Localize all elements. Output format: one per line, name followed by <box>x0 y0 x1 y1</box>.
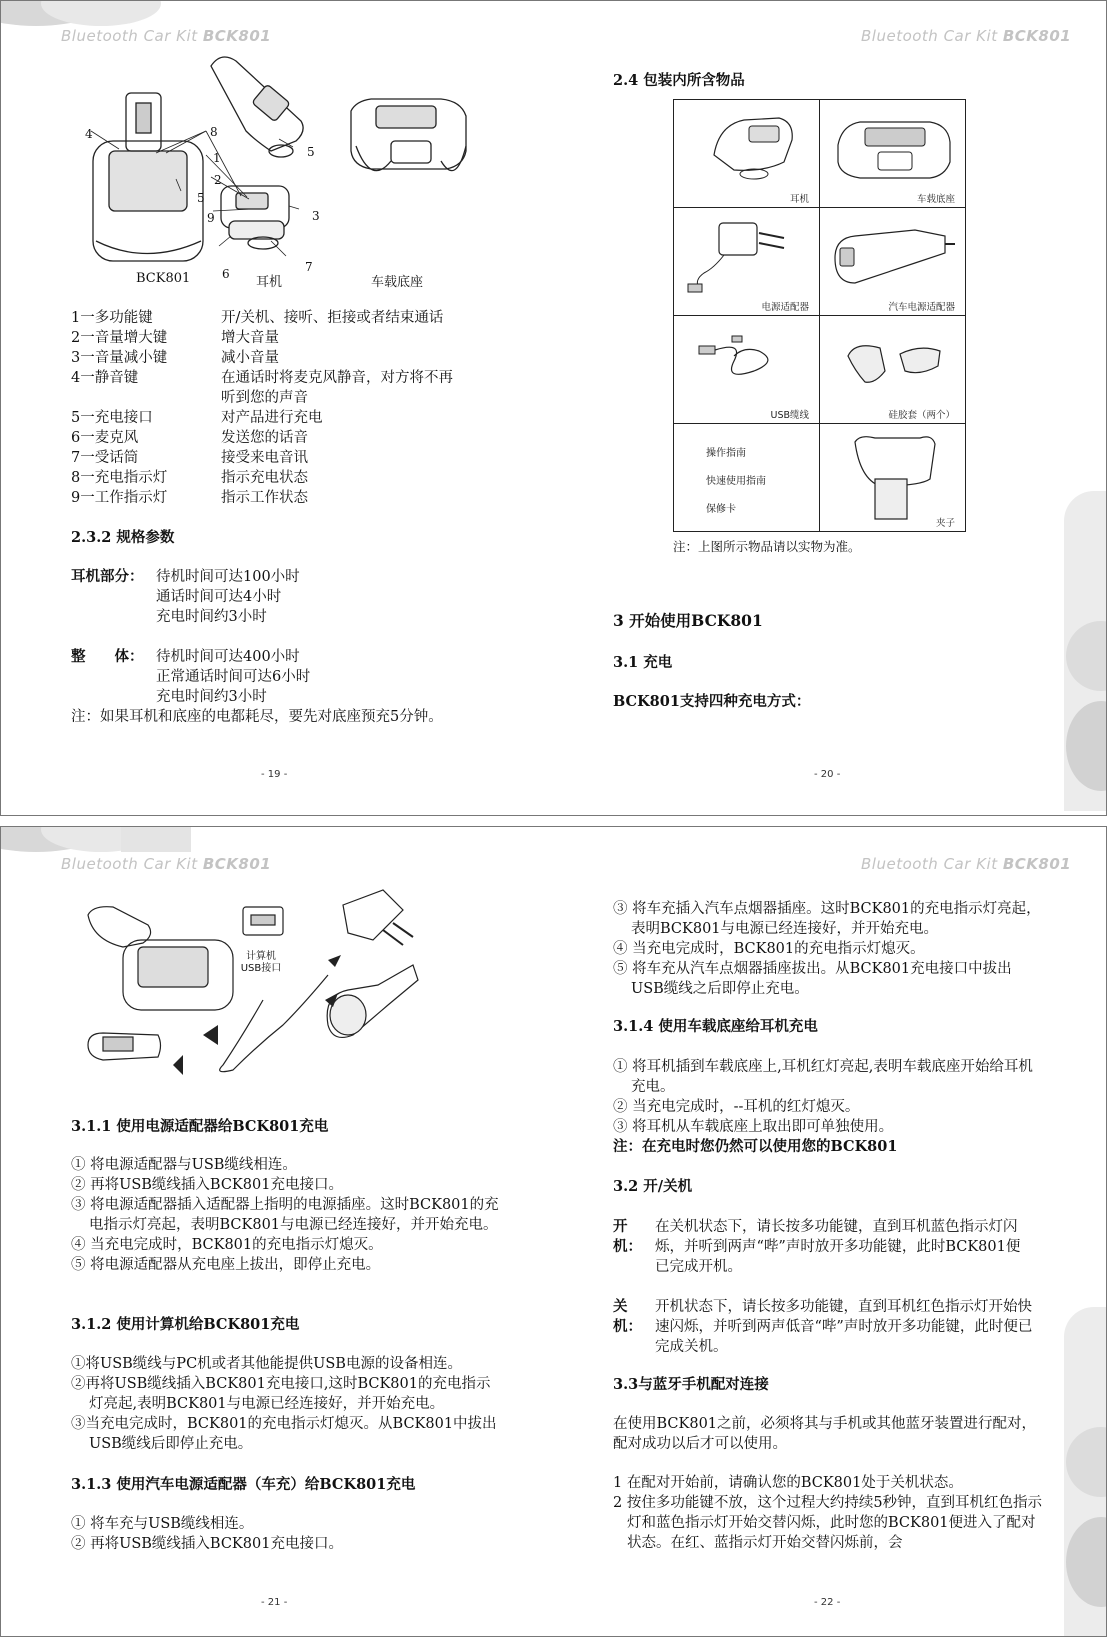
part-row <box>71 428 511 448</box>
step-item: ③ 将车充插入汽车点烟器插座。这时BCK801的充电指示灯亮起，表明BCK801与电源已经连接好，并开始充电。 <box>613 901 1041 937</box>
computer-usb-label: 计算机USB接口 <box>240 951 282 974</box>
item-caption: 汽车电源适配器 <box>888 302 955 313</box>
part-desc: 指示充电状态 <box>221 470 308 486</box>
item-cell <box>674 208 820 316</box>
doc-item: 操作指南 <box>706 448 746 459</box>
spec-note: 注：如果耳机和底座的电都耗尽，要先对底座预充5分钟。 <box>71 709 443 725</box>
clip-icon <box>820 424 965 524</box>
step-item: ③ 将电源适配器插入适配器上指明的电源插座。这时BCK801的充电指示灯亮起，表明BCK801与电源已经连接好，并开始充电。 <box>71 1197 499 1233</box>
earpiece-drawing <box>88 907 151 947</box>
step-item: ③ 将耳机从车载底座上取出即可单独使用。 <box>613 1119 894 1135</box>
chapter-heading: 3 开始使用BCK801 <box>613 611 763 630</box>
callout-1: 1 <box>213 151 221 165</box>
charging-intro: BCK801支持四种充电方式： <box>613 693 811 710</box>
part-key: 3一音量减小键 <box>71 350 168 366</box>
item-cell <box>820 100 966 208</box>
step-item: ④ 当充电完成时，BCK801的充电指示灯熄灭。 <box>71 1237 383 1253</box>
spec-line: 正常通话时间可达6小时 <box>156 669 311 685</box>
callout-3: 3 <box>312 209 320 223</box>
part-key: 4一静音键 <box>71 370 139 386</box>
item-cell <box>820 316 966 424</box>
part-desc: 在通话时将麦克风静音，对方将不再 <box>221 370 453 386</box>
callout-5: 5 <box>197 191 205 205</box>
whole-spec-label: 整 体： <box>71 648 144 665</box>
s32-heading: 3.2 开/关机 <box>613 1178 693 1195</box>
step-item: ② 再将USB缆线插入BCK801充电接口。 <box>71 1177 343 1193</box>
product-figure <box>71 51 491 286</box>
running-header-right: Bluetooth Car Kit BCK801 <box>861 27 1072 45</box>
spec-line: 待机时间可达400小时 <box>156 649 300 665</box>
usb-cable-drawing <box>220 975 328 1072</box>
step-item: ⑤ 将电源适配器从充电座上拔出，即停止充电。 <box>71 1257 381 1273</box>
part-desc: 听到您的声音 <box>221 390 308 406</box>
callout-9: 9 <box>207 211 215 225</box>
callout-4: 4 <box>85 127 93 141</box>
s33-steps <box>613 1473 1043 1553</box>
docs-cell <box>674 424 820 532</box>
s314-note: 注：在充电时您仍然可以使用您的BCK801 <box>613 1138 898 1155</box>
page-number-20: - 20 - <box>814 769 841 780</box>
part-row <box>71 448 511 468</box>
earpiece-spec-label: 耳机部分： <box>71 568 144 585</box>
s33-heading: 3.3与蓝牙手机配对连接 <box>613 1376 769 1393</box>
part-desc: 增大音量 <box>221 330 279 346</box>
part-row <box>71 348 511 368</box>
part-desc: 发送您的话音 <box>221 430 308 446</box>
part-key: 5一充电接口 <box>71 410 153 426</box>
doc-item: 保修卡 <box>706 504 736 515</box>
charging-figure <box>83 885 433 1085</box>
step-item: ①将USB缆线与PC机或者其他能提供USB电源的设备相连。 <box>71 1356 462 1372</box>
callout-2: 2 <box>214 173 222 187</box>
base-unit-drawing <box>93 93 203 261</box>
part-key: 6一麦克风 <box>71 430 139 446</box>
part-desc: 开/关机、接听、拒接或者结束通话 <box>221 310 444 326</box>
spec-line: 充电时间约3小时 <box>156 689 267 705</box>
part-key: 2一音量增大键 <box>71 330 168 346</box>
part-row <box>71 308 511 328</box>
page-number-19: - 19 - <box>261 769 288 780</box>
step-item: ⑤ 将车充从汽车点烟器插座拔出。从BCK801充电接口中拔出USB缆线之后即停止充电。 <box>613 961 1012 997</box>
silicone-cover-icon <box>820 316 965 406</box>
contents-heading: 2.4 包装内所含物品 <box>613 72 745 89</box>
part-desc: 指示工作状态 <box>221 490 308 506</box>
item-caption: USB缆线 <box>770 410 809 421</box>
s313-cont-steps <box>613 899 1043 999</box>
whole-specs <box>71 647 511 707</box>
step-item: ② 再将USB缆线插入BCK801充电接口。 <box>71 1536 343 1552</box>
item-cell <box>820 424 966 532</box>
s311-heading: 3.1.1 使用电源适配器给BCK801充电 <box>71 1118 329 1135</box>
part-key <box>71 388 221 408</box>
figure-label-earpiece: 耳机 <box>256 275 283 290</box>
part-row <box>71 388 511 408</box>
step-item: ③当充电完成时，BCK801的充电指示灯熄灭。从BCK801中拔出USB缆线后即停止充电。 <box>71 1416 497 1452</box>
part-row <box>71 488 511 508</box>
power-off-block <box>613 1297 1033 1357</box>
running-header-left: Bluetooth Car Kit BCK801 <box>61 27 272 45</box>
car-adapter-icon <box>820 208 965 298</box>
earpiece-top-drawing <box>211 57 303 157</box>
part-key: 9一工作指示灯 <box>71 490 168 506</box>
earpiece-bottom-drawing <box>221 186 289 249</box>
cradle-drawing <box>351 99 466 171</box>
callout-7: 7 <box>305 260 313 274</box>
spec-line: 通话时间可达4小时 <box>156 589 282 605</box>
charging-heading: 3.1 充电 <box>613 654 673 671</box>
earpiece-specs <box>71 567 511 627</box>
item-caption: 夹子 <box>935 518 955 529</box>
item-caption: 电源适配器 <box>761 302 809 313</box>
doc-item: 快速使用指南 <box>706 476 766 487</box>
item-caption: 硅胶套（两个） <box>888 410 955 421</box>
step-item: ① 将车充与USB缆线相连。 <box>71 1516 254 1532</box>
page-number-21: - 21 - <box>261 1597 288 1608</box>
contents-table <box>673 99 966 532</box>
decor-bar <box>121 827 191 852</box>
step-item: ① 将耳机插到车载底座上,耳机红灯亮起,表明车载底座开始给耳机充电。 <box>613 1059 1033 1095</box>
power-on-text: 在关机状态下，请长按多功能键，直到耳机蓝色指示灯闪烁，并听到两声“哔”声时放开多功能键，此时BCK801便已完成开机。 <box>655 1219 1021 1275</box>
power-adapter-icon <box>674 208 819 298</box>
spread-top <box>0 0 1107 816</box>
item-cell <box>674 100 820 208</box>
item-cell <box>820 208 966 316</box>
wall-adapter-drawing <box>343 890 403 940</box>
part-row <box>71 408 511 428</box>
s33-intro: 在使用BCK801之前，必须将其与手机或其他蓝牙装置进行配对，配对成功以后才可以使用。 <box>613 1416 1037 1452</box>
callout-6: 6 <box>222 267 230 281</box>
part-desc: 减小音量 <box>221 350 279 366</box>
contents-note: 注：上图所示物品请以实物为准。 <box>673 539 861 554</box>
power-on-label: 开机： <box>613 1218 642 1255</box>
part-key: 1一多功能键 <box>71 310 153 326</box>
usb-cable-icon <box>674 316 819 406</box>
step-item: ④ 当充电完成时，BCK801的充电指示灯熄灭。 <box>613 941 925 957</box>
s313-heading: 3.1.3 使用汽车电源适配器（车充）给BCK801充电 <box>71 1476 416 1493</box>
running-header-right: Bluetooth Car Kit BCK801 <box>861 855 1072 873</box>
step-item: ② 当充电完成时，--耳机的红灯熄灭。 <box>613 1099 860 1115</box>
cradle-icon <box>820 100 965 190</box>
spec-line: 待机时间可达100小时 <box>156 569 300 585</box>
callout-5b: 5 <box>307 145 315 159</box>
part-desc: 对产品进行充电 <box>221 410 323 426</box>
figure-label-cradle: 车载底座 <box>371 275 424 290</box>
spec-line: 充电时间约3小时 <box>156 609 267 625</box>
step-item: ②再将USB缆线插入BCK801充电接口,这时BCK801的充电指示灯亮起,表明BCK801与电源已经连接好，并开始充电。 <box>71 1376 491 1412</box>
part-key: 8一充电指示灯 <box>71 470 168 486</box>
earpiece-icon <box>674 100 819 190</box>
spread-bottom <box>0 826 1107 1637</box>
part-row <box>71 328 511 348</box>
callout-8: 8 <box>210 125 218 139</box>
item-caption: 耳机 <box>789 194 809 205</box>
step-item: ① 将电源适配器与USB缆线相连。 <box>71 1157 297 1173</box>
step-item: 1 在配对开始前，请确认您的BCK801处于关机状态。 <box>613 1475 963 1491</box>
spec-heading: 2.3.2 规格参数 <box>71 529 175 546</box>
s314-heading: 3.1.4 使用车载底座给耳机充电 <box>613 1018 818 1035</box>
power-off-text: 开机状态下，请长按多功能键，直到耳机红色指示灯开始快速闪烁，并听到两声低音“哔”声时放开多功能键，此时便已完成关机。 <box>655 1299 1033 1355</box>
item-cell <box>674 316 820 424</box>
parts-list <box>71 308 511 508</box>
figure-label-base: BCK801 <box>136 271 191 286</box>
step-item: 2 按住多功能键不放，这个过程大约持续5秒钟，直到耳机红色指示灯和蓝色指示灯开始交替闪烁，此时您的BCK801便进入了配对状态。在红、蓝指示灯开始交替闪烁前，会 <box>613 1495 1043 1551</box>
part-desc: 接受来电音讯 <box>221 450 308 466</box>
s311-steps <box>71 1155 501 1275</box>
s314-steps <box>613 1057 1043 1157</box>
running-header-left: Bluetooth Car Kit BCK801 <box>61 855 272 873</box>
s312-heading: 3.1.2 使用计算机给BCK801充电 <box>71 1316 300 1333</box>
page-number-22: - 22 - <box>814 1597 841 1608</box>
power-off-label: 关机： <box>613 1298 642 1335</box>
power-on-block <box>613 1217 1033 1277</box>
part-row <box>71 368 511 388</box>
s313-steps <box>71 1514 501 1554</box>
item-caption: 车载底座 <box>916 194 955 205</box>
s312-steps <box>71 1354 501 1454</box>
part-row <box>71 468 511 488</box>
part-key: 7一受话筒 <box>71 450 139 466</box>
